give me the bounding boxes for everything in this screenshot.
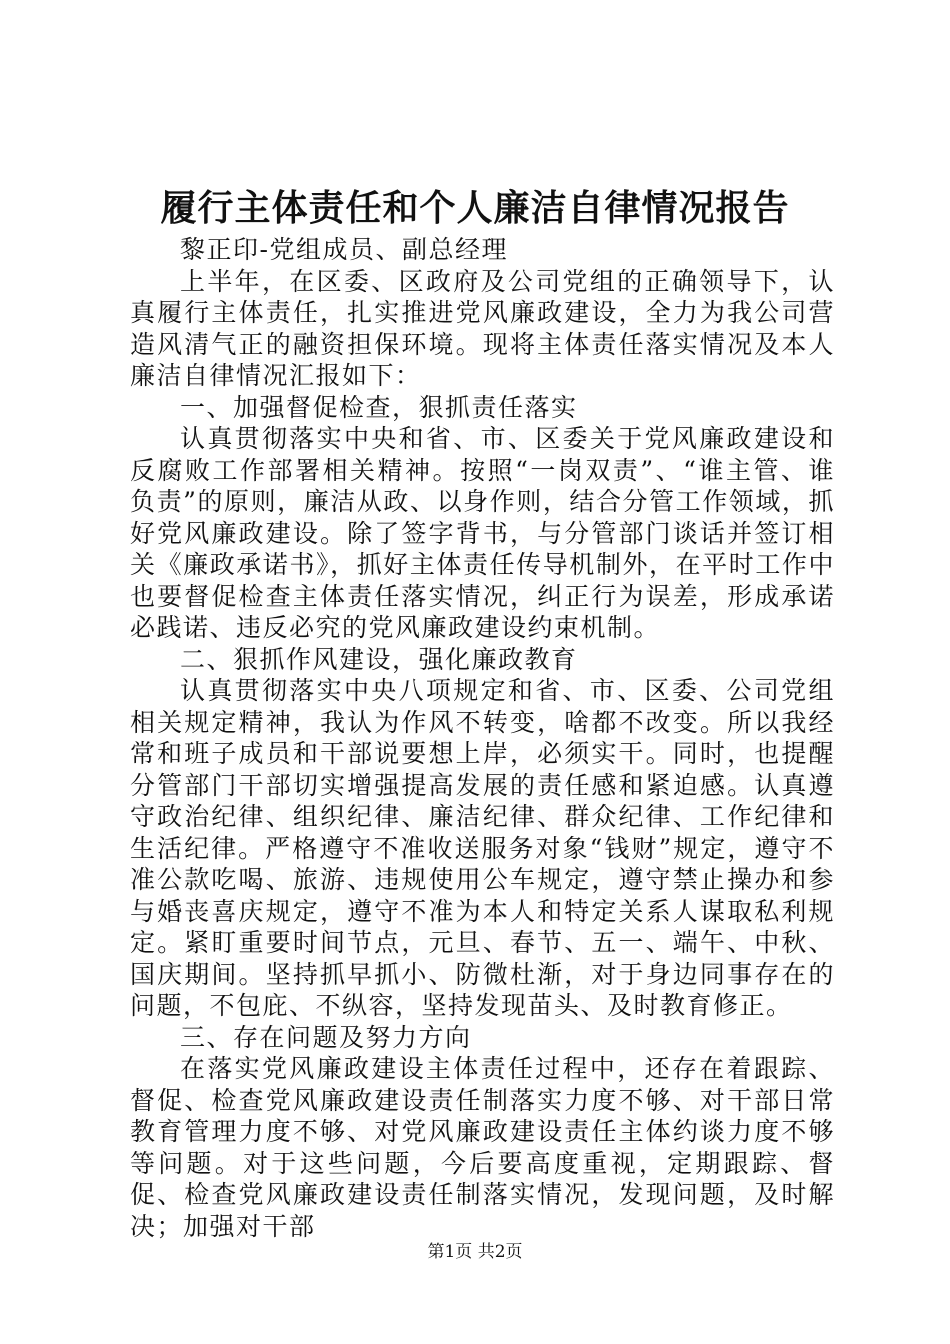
document-body (130, 234, 835, 1242)
section-heading-2: 二、狠抓作风建设，强化廉政教育 (180, 644, 578, 674)
section-paragraph-2: 认真贯彻落实中央八项规定和省、市、区委、公司党组相关规定精神，我认为作风不转变，啥都不改变。所以我经常和班子成员和干部说要想上岸，必须实干。同时，也提醒分管部门干部切实增强提高发展的责任感和紧迫感。认真遵守政治纪律、组织纪律、廉洁纪律、群众纪律、工作纪律和生活纪律。严格遵守不准收送服务对象“钱财”规定，遵守不准公款吃喝、旅游、违规使用公车规定，遵守禁止操办和参与婚丧喜庆规定，遵守不准为本人和特定关系人谋取私利规定。紧盯重要时间节点，元旦、春节、五一、端午、中秋、国庆期间。坚持抓早抓小、防微杜渐，对于身边同事存在的问题，不包庇、不纵容，坚持发现苗头、及时教育修正。 (130, 676, 835, 1020)
document-title: 履行主体责任和个人廉洁自律情况报告 (160, 187, 790, 229)
intro-paragraph: 上半年，在区委、区政府及公司党组的正确领导下，认真履行主体责任，扎实推进党风廉政建设，全力为我公司营造风清气正的融资担保环境。现将主体责任落实情况及本人廉洁自律情况汇报如下： (130, 266, 835, 390)
author-line: 黎正印-党组成员、副总经理 (180, 235, 508, 264)
page-number-footer: 第1页 共2页 (427, 1242, 523, 1262)
section-heading-1: 一、加强督促检查，狠抓责任落实 (180, 392, 578, 422)
section-paragraph-3: 在落实党风廉政建设主体责任过程中，还存在着跟踪、督促、检查党风廉政建设责任制落实力度不够、对干部日常教育管理力度不够、对党风廉政建设责任主体约谈力度不够等问题。对于这些问题，今后要高度重视，定期跟踪、督促、检查党风廉政建设责任制落实情况，发现问题，及时解决；加强对干部 (130, 1054, 835, 1241)
section-heading-3: 三、存在问题及努力方向 (180, 1022, 472, 1052)
section-paragraph-1: 认真贯彻落实中央和省、市、区委关于党风廉政建设和反腐败工作部署相关精神。按照“一岗双责”、“谁主管、谁负责”的原则，廉洁从政、以身作则，结合分管工作领域，抓好党风廉政建设。除了签字背书，与分管部门谈话并签订相关《廉政承诺书》，抓好主体责任传导机制外，在平时工作中也要督促检查主体责任落实情况，纠正行为误差，形成承诺必践诺、违反必究的党风廉政建设约束机制。 (130, 424, 835, 642)
